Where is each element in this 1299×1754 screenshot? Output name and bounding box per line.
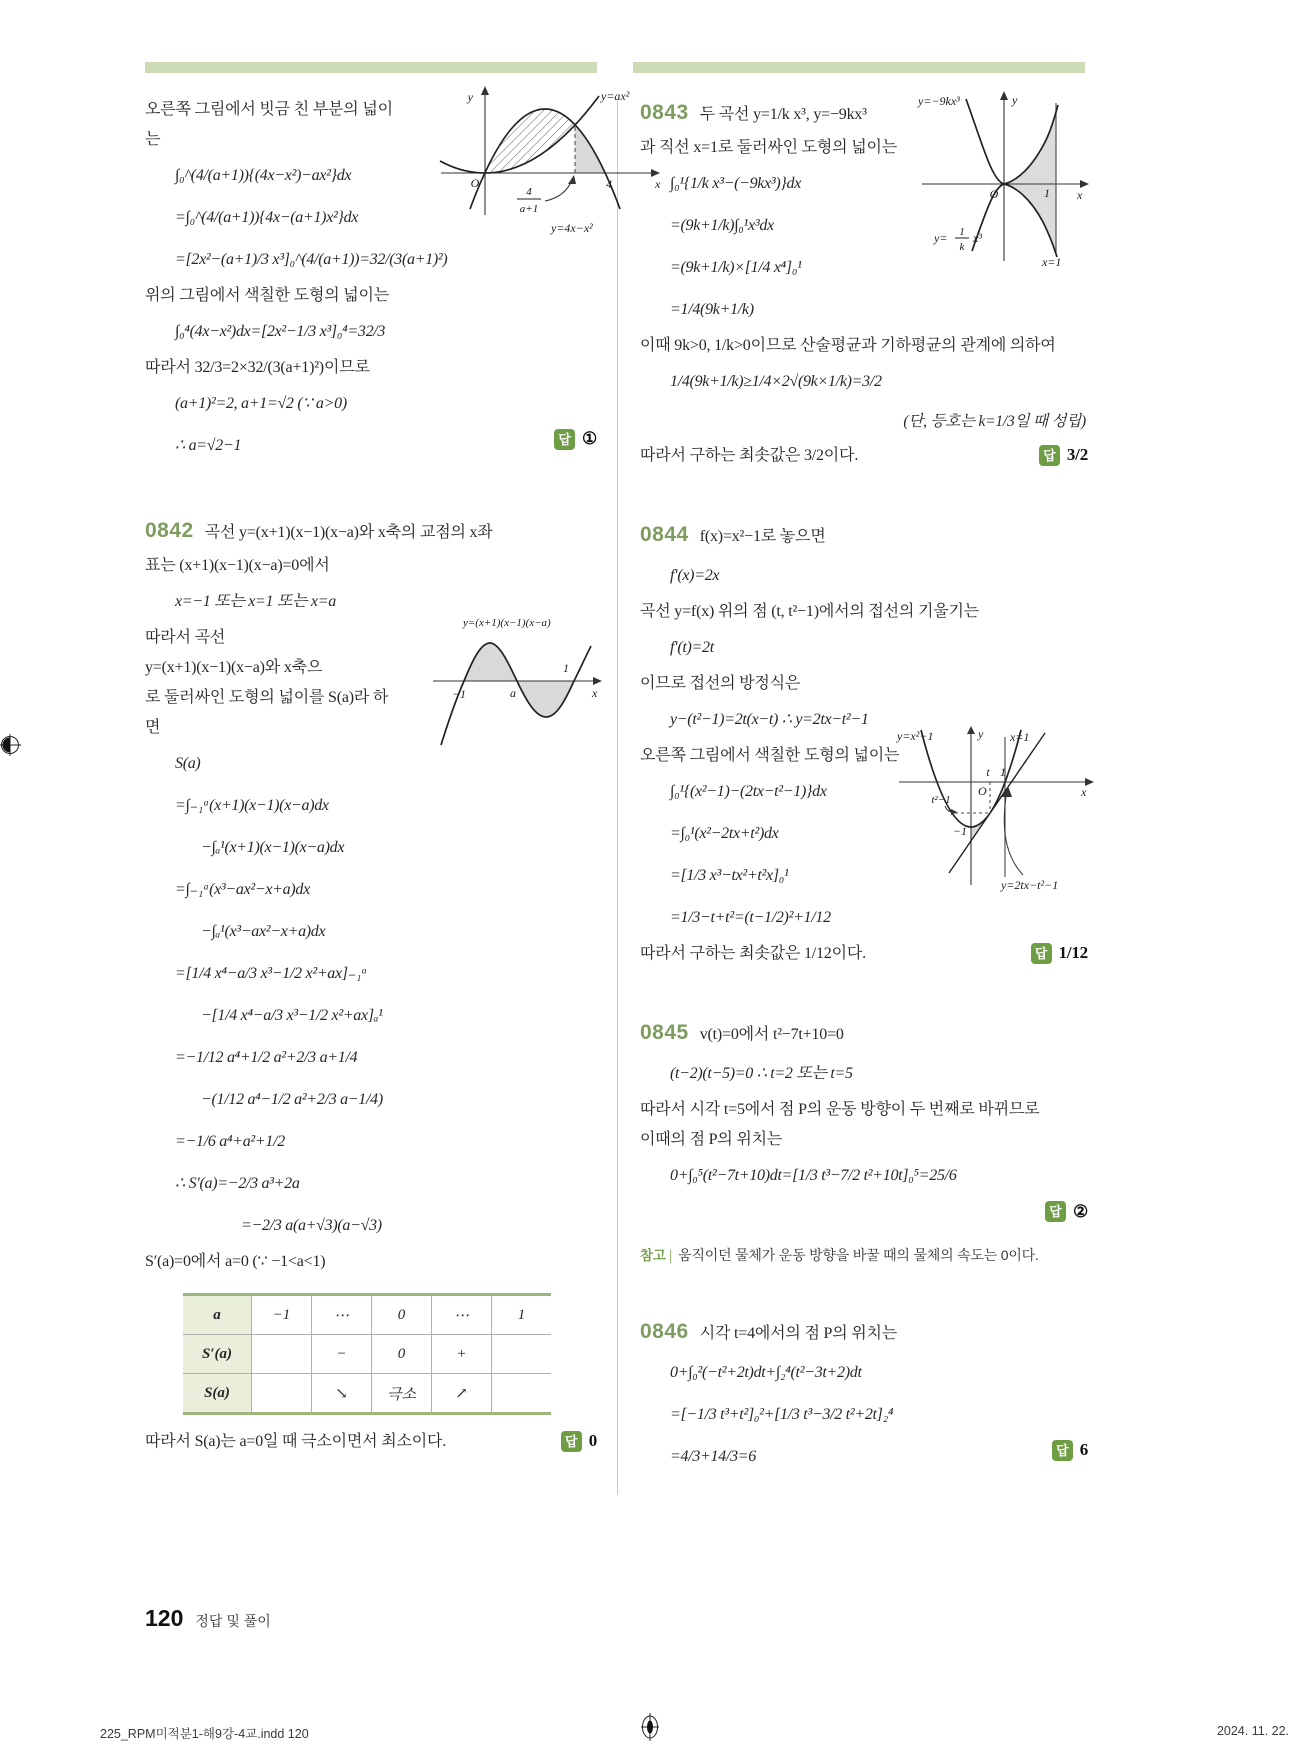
- graph-label: O: [989, 187, 999, 201]
- line-text: 0+∫₀⁵(t²−7t+10)dt=[1/3 t³−7/2 t²+10t]₀⁵=25/6: [670, 1167, 957, 1184]
- solution-line: [640, 1095, 1088, 1125]
- line-text: S′(a)=0에서 a=0 (∵ −1<a<1): [145, 1253, 326, 1270]
- answer-value: 3/2: [1066, 445, 1088, 464]
- figure-0841-graph: [433, 85, 663, 237]
- page-number: 120: [145, 1605, 184, 1631]
- line-text: 따라서 32/3=2×32/(3(a+1)²)이므로: [145, 359, 370, 376]
- line-text: −∫ₐ¹(x³−ax²−x+a)dx: [201, 923, 326, 940]
- line-text: =[1/4 x⁴−a/3 x³−1/2 x²+ax]₋₁ᵃ: [175, 965, 368, 982]
- solution-line: [640, 669, 1088, 699]
- answer-value: ①: [582, 429, 597, 448]
- line-text: ∴ S′(a)=−2/3 a³+2a: [175, 1175, 300, 1192]
- graph-label: y=: [934, 231, 948, 245]
- graph-label: a: [510, 686, 516, 700]
- graph-label: x: [592, 686, 598, 700]
- solution-line: [145, 1247, 597, 1277]
- line-text: 따라서 구하는 최솟값은 1/12이다.: [640, 945, 866, 962]
- solution-line: [145, 785, 597, 827]
- graph-label: a+1: [519, 203, 539, 215]
- line-text: (단, 등호는 k=1/3일 때 성립): [903, 413, 1086, 430]
- graph-label: O: [978, 784, 987, 798]
- line-text: −[1/4 x⁴−a/3 x³−1/2 x²+ax]ₐ¹: [201, 1007, 383, 1024]
- answer-value: 6: [1079, 1440, 1088, 1459]
- line-text: 오른쪽 그림에서 빗금 친 부분의 넓이: [145, 101, 393, 118]
- line-text: 이때의 점 P의 위치는: [640, 1131, 783, 1148]
- graph-label: y: [978, 727, 984, 741]
- line-text: 두 곡선 y=1/k x³, y=−9kx³: [699, 106, 867, 123]
- answer-badge: [1039, 441, 1088, 469]
- line-text: ∫₀¹{1/k x³−(−9kx³)}dx: [670, 175, 802, 192]
- solution-line: [145, 311, 597, 353]
- line-text: 면: [145, 719, 161, 736]
- registration-mark-icon: [0, 734, 22, 756]
- line-text: 곡선 y=(x+1)(x−1)(x−a)와 x축의 교점의 x좌: [204, 524, 493, 541]
- solution-line: [145, 911, 597, 953]
- line-text: 위의 그림에서 색칠한 도형의 넓이는: [145, 287, 390, 304]
- table-cell: ⋯: [312, 1295, 372, 1335]
- line-text: 로 둘러싸인 도형의 넓이를 S(a)라 하: [145, 689, 389, 706]
- line-text: ∴ a=√2−1: [175, 437, 242, 454]
- solution-line: [640, 1314, 1088, 1352]
- solution-line: [640, 1053, 1088, 1095]
- solution-line: [640, 597, 1088, 627]
- table-cell: ↘: [312, 1374, 372, 1414]
- table-cell: ⋯: [432, 1295, 492, 1335]
- table-row: [183, 1374, 551, 1414]
- graph-label: 1: [563, 661, 569, 675]
- graph-label: y=(x+1)(x−1)(x−a): [463, 617, 551, 629]
- solution-line: [640, 289, 1088, 331]
- problem-number: 0845: [640, 1021, 689, 1044]
- line-text: v(t)=0에서 t²−7t+10=0: [699, 1026, 844, 1043]
- graph-label: x: [1081, 785, 1087, 799]
- line-text: −∫ₐ¹(x+1)(x−1)(x−a)dx: [201, 839, 345, 856]
- line-text: =∫₀¹(x²−2tx+t²)dx: [670, 825, 779, 842]
- solution-line: [145, 1205, 597, 1247]
- solution-line: [145, 383, 597, 425]
- answer-value: 0: [588, 1431, 597, 1450]
- line-text: =−2/3 a(a+√3)(a−√3): [241, 1217, 382, 1234]
- answer-tag: 답: [1031, 943, 1052, 964]
- line-text: 과 직선 x=1로 둘러싸인 도형의 넓이는: [640, 139, 898, 156]
- graph-label: t: [986, 765, 990, 779]
- right-column: [640, 95, 1088, 1524]
- solution-block-continued: [145, 89, 661, 467]
- line-text: =∫₀^(4/(a+1)){4x−(a+1)x²}dx: [175, 209, 359, 226]
- solution-line: [145, 551, 597, 581]
- line-text: 움직이던 물체가 운동 방향을 바꿀 때의 물체의 속도는 0이다.: [678, 1247, 1039, 1263]
- graph-label: x³: [973, 231, 982, 245]
- solution-line: [640, 1015, 1088, 1053]
- table-cell: −1: [252, 1295, 312, 1335]
- solution-line: [640, 1155, 1088, 1197]
- graph-label: x: [1077, 188, 1083, 202]
- solution-line: [145, 869, 597, 911]
- answer-tag: 답: [554, 429, 575, 450]
- solution-line: [145, 1079, 597, 1121]
- answer-badge: [1045, 1198, 1088, 1226]
- answer-value: ②: [1072, 1201, 1088, 1221]
- answer-tag: 답: [1052, 1440, 1073, 1461]
- solution-line: [640, 331, 1088, 361]
- line-text: =(9k+1/k)×[1/4 x⁴]₀¹: [670, 259, 802, 276]
- solution-line: [145, 827, 597, 869]
- solution-block-0843: [640, 95, 1088, 471]
- answer-badge: [1031, 939, 1088, 967]
- solution-line: [640, 1125, 1088, 1155]
- table-cell: 0: [372, 1295, 432, 1335]
- graph-label: x=1: [1010, 730, 1030, 744]
- registration-mark-icon: [641, 1713, 659, 1741]
- answer-tag: 답: [1039, 445, 1060, 466]
- line-text: 이므로 접선의 방정식은: [640, 675, 801, 692]
- graph-label: y=ax²: [601, 89, 630, 103]
- graph-label: x=1: [1042, 255, 1062, 269]
- solution-line: [640, 1436, 1088, 1478]
- solution-line: [145, 281, 597, 311]
- problem-number: 0842: [145, 519, 194, 542]
- solution-line: [145, 1163, 597, 1205]
- table-cell: −: [312, 1335, 372, 1374]
- solution-line: [145, 995, 597, 1037]
- graph-label: 4: [606, 177, 612, 191]
- table-cell: [252, 1374, 312, 1414]
- note-line: [640, 1243, 1088, 1268]
- note-divider: |: [668, 1247, 673, 1263]
- table-cell: [252, 1335, 312, 1374]
- hatched-region: [485, 109, 575, 173]
- solution-line: [640, 517, 1088, 555]
- solution-block-0844: [640, 517, 1088, 969]
- line-text: =[−1/3 t³+t²]₀²+[1/3 t³−3/2 t²+2t]₂⁴: [670, 1406, 894, 1423]
- line-text: =1/3−t+t²=(t−1/2)²+1/12: [670, 909, 831, 926]
- graph-label: y=−9kx³: [918, 94, 960, 108]
- graph-label: y=x²−1: [897, 729, 934, 743]
- problem-number: 0846: [640, 1320, 689, 1343]
- graph-label: 4: [526, 186, 532, 198]
- problem-number: 0844: [640, 523, 689, 546]
- line-text: =∫₋₁ᵃ(x³−ax²−x+a)dx: [175, 881, 310, 898]
- line-text: 오른쪽 그림에서 색칠한 도형의 넓이는: [640, 747, 900, 764]
- tangent-line: [949, 733, 1045, 873]
- table-cell: 0: [372, 1335, 432, 1374]
- answer-badge: [554, 425, 597, 453]
- table-cell: [492, 1335, 552, 1374]
- graph-label: y: [1012, 93, 1018, 107]
- solution-line: [640, 441, 1088, 471]
- figure-0844-graph: [893, 725, 1098, 893]
- solution-line: [640, 897, 1088, 939]
- line-text: =−1/6 a⁴+a²+1/2: [175, 1133, 285, 1150]
- shaded-region: [575, 125, 605, 173]
- line-text: =∫₋₁ᵃ(x+1)(x−1)(x−a)dx: [175, 797, 329, 814]
- solution-line: [145, 425, 597, 467]
- solution-line: [640, 1394, 1088, 1436]
- solution-line: [145, 1427, 597, 1457]
- line-text: f′(t)=2t: [670, 639, 714, 656]
- line-text: 0+∫₀²(−t²+2t)dt+∫₂⁴(t²−3t+2)dt: [670, 1364, 862, 1381]
- table-header-cell: S(a): [183, 1374, 252, 1414]
- table-cell: [492, 1374, 552, 1414]
- line-text: y=(x+1)(x−1)(x−a)와 x축으: [145, 659, 323, 676]
- graph-label: −1: [952, 824, 967, 838]
- table-cell: 1: [492, 1295, 552, 1335]
- solution-line: [640, 1197, 1088, 1227]
- graph-label: y=2tx−t²−1: [1001, 878, 1059, 892]
- graph-label: y: [467, 90, 473, 104]
- page-footer-label: 정답 및 풀이: [195, 1613, 271, 1629]
- graph-label: 1: [1000, 765, 1006, 779]
- solution-line: [145, 1037, 597, 1079]
- line-text: f′(x)=2x: [670, 567, 720, 584]
- line-text: =[1/3 x³−tx²+t²x]₀¹: [670, 867, 789, 884]
- solution-line: [640, 555, 1088, 597]
- line-text: x=−1 또는 x=1 또는 x=a: [175, 593, 336, 610]
- answer-badge: [1052, 1436, 1088, 1464]
- table-row: [183, 1335, 551, 1374]
- solution-block-0842: [145, 513, 597, 1457]
- line-text: f(x)=x²−1로 놓으면: [699, 528, 826, 545]
- line-text: =(9k+1/k)∫₀¹x³dx: [670, 217, 774, 234]
- page-footer: [145, 1605, 271, 1632]
- line-text: S(a): [175, 755, 201, 772]
- line-text: 따라서 시각 t=5에서 점 P의 운동 방향이 두 번째로 바뀌므로: [640, 1101, 1040, 1118]
- answer-tag: 답: [1045, 1201, 1066, 1222]
- solution-line: [145, 353, 597, 383]
- increase-decrease-table: [183, 1293, 551, 1415]
- graph-label: O: [470, 176, 480, 190]
- graph-label: y=4x−x²: [551, 221, 593, 235]
- table-row: [183, 1295, 551, 1335]
- column-divider: [617, 100, 618, 1495]
- solution-line: [145, 513, 597, 551]
- line-text: 1/4(9k+1/k)≥1/4×2√(9k×1/k)=3/2: [670, 373, 882, 390]
- solution-line: [640, 939, 1088, 969]
- top-accent-bar-left: [145, 62, 597, 73]
- graph-label: 1: [1044, 186, 1050, 200]
- solution-line: [145, 239, 597, 281]
- figure-0843-graph: [916, 89, 1096, 269]
- line-text: 표는 (x+1)(x−1)(x−a)=0에서: [145, 557, 330, 574]
- solution-line: [145, 953, 597, 995]
- graph-label: k: [959, 241, 965, 253]
- line-text: ∫₀⁴(4x−x²)dx=[2x²−1/3 x³]₀⁴=32/3: [175, 323, 386, 340]
- solution-line: [145, 1121, 597, 1163]
- line-text: ∫₀¹{(x²−1)−(2tx−t²−1)}dx: [670, 783, 827, 800]
- graph-label: x: [655, 177, 661, 191]
- answer-value: 1/12: [1058, 943, 1088, 962]
- solution-line: [640, 403, 1088, 441]
- line-text: =4/3+14/3=6: [670, 1448, 756, 1465]
- line-text: 따라서 S(a)는 a=0일 때 극소이면서 최소이다.: [145, 1433, 447, 1450]
- note-label: 참고: [640, 1248, 666, 1263]
- print-filename: 225_RPM미적분1-해9강-4교.indd 120: [100, 1727, 309, 1741]
- line-text: 는: [145, 131, 161, 148]
- answer-tag: 답: [561, 1431, 582, 1452]
- line-text: 따라서 곡선: [145, 629, 226, 646]
- line-text: =[2x²−(a+1)/3 x³]₀^(4/(a+1))=32/(3(a+1)²): [175, 251, 448, 268]
- print-date: 2024. 11. 22.: [1216, 1724, 1289, 1738]
- line-text: ∫₀^(4/(a+1)){(4x−x²)−ax²}dx: [175, 167, 352, 184]
- solution-block-0846: [640, 1314, 1088, 1478]
- line-text: (a+1)²=2, a+1=√2 (∵ a>0): [175, 395, 347, 412]
- line-text: (t−2)(t−5)=0 ∴ t=2 또는 t=5: [670, 1065, 853, 1082]
- table-cell: +: [432, 1335, 492, 1374]
- graph-label: 1: [959, 226, 965, 238]
- line-text: y−(t²−1)=2t(x−t) ∴ y=2tx−t²−1: [670, 711, 869, 728]
- shaded-region: [971, 782, 1005, 841]
- table-cell: ↗: [432, 1374, 492, 1414]
- graph-label: t²−1: [931, 794, 951, 806]
- problem-number: 0843: [640, 101, 689, 124]
- solution-line: [640, 627, 1088, 669]
- table-cell: 극소: [372, 1374, 432, 1414]
- table-header-cell: a: [183, 1295, 252, 1335]
- line-text: 곡선 y=f(x) 위의 점 (t, t²−1)에서의 접선의 기울기는: [640, 603, 980, 620]
- figure-0842-graph: [429, 613, 607, 751]
- line-text: =1/4(9k+1/k): [670, 301, 754, 318]
- graph-label: −1: [451, 687, 467, 701]
- solution-line: [640, 361, 1088, 403]
- table-header-cell: S′(a): [183, 1335, 252, 1374]
- line-text: 시각 t=4에서의 점 P의 위치는: [699, 1325, 898, 1342]
- solution-line: [640, 1352, 1088, 1394]
- line-text: −(1/12 a⁴−1/2 a²+2/3 a−1/4): [201, 1091, 383, 1108]
- answer-badge: [561, 1427, 597, 1455]
- line-text: =−1/12 a⁴+1/2 a²+2/3 a+1/4: [175, 1049, 358, 1066]
- top-accent-bar-right: [633, 62, 1085, 73]
- line-text: 이때 9k>0, 1/k>0이므로 산술평균과 기하평균의 관계에 의하여: [640, 337, 1056, 354]
- line-text: 따라서 구하는 최솟값은 3/2이다.: [640, 447, 859, 464]
- solution-block-0845: [640, 1015, 1088, 1268]
